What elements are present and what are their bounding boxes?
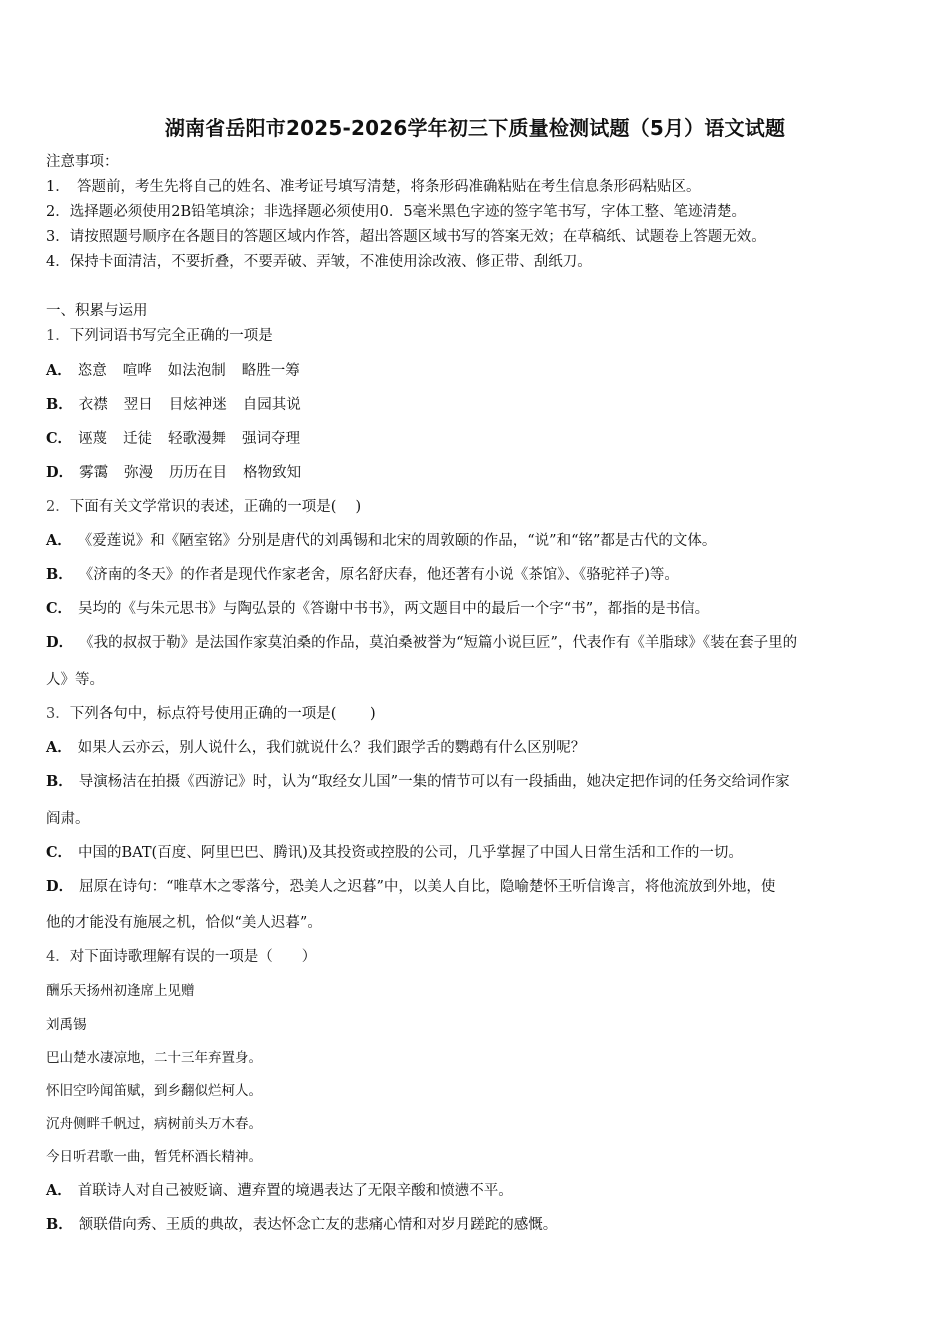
question-stem: 下面有关文学常识的表述，正确的一项是( ) xyxy=(69,499,362,515)
option-key: D． xyxy=(46,878,74,895)
q3-option-d xyxy=(46,877,911,897)
q3-option-a xyxy=(46,738,911,758)
option-key: C． xyxy=(46,600,73,617)
q4-option-a xyxy=(46,1181,911,1201)
option-word: 自园其说 xyxy=(242,397,301,413)
question-number: 2． xyxy=(46,499,70,515)
option-key: A． xyxy=(46,362,72,379)
option-text: 首联诗人对自己被贬谪、遭弃置的境遇表达了无限辛酸和愤懑不平。 xyxy=(77,1183,513,1199)
option-word: 格物致知 xyxy=(243,465,302,481)
option-key: A． xyxy=(46,739,72,756)
option-key: A． xyxy=(46,1182,72,1199)
q2-option-c xyxy=(46,599,911,619)
q3-option-b xyxy=(46,772,911,792)
option-key: B． xyxy=(46,1216,73,1233)
option-word: 衣襟 xyxy=(78,397,108,413)
question-number: 1． xyxy=(46,328,70,344)
q4-option-b xyxy=(46,1215,911,1235)
option-word: 喧哗 xyxy=(122,363,152,379)
option-key: D． xyxy=(46,464,74,481)
page-title: 湖南省岳阳市2025-2026学年初三下质量检测试题（5月）语文试题 xyxy=(164,116,786,140)
option-text: 吴均的《与朱元思书》与陶弘景的《答谢中书书》，两文题目中的最后一个字“书”，都指的是书信。 xyxy=(78,601,710,617)
option-word: 诬蔑 xyxy=(78,431,108,447)
option-text: 如果人云亦云，别人说什么，我们就说什么？我们跟学舌的鹦鹉有什么区别呢？ xyxy=(77,740,586,756)
question-1 xyxy=(46,326,911,346)
question-4 xyxy=(46,947,911,967)
option-key: B． xyxy=(46,566,73,583)
section-heading: 一、积累与运用 xyxy=(46,303,148,319)
notice-item: 1． 答题前，考生先将自己的姓名、准考证号填写清楚，将条形码准确粘贴在考生信息条形码粘贴区。 xyxy=(46,179,701,195)
option-word: 历历在目 xyxy=(169,465,228,481)
question-number: 4． xyxy=(46,949,70,965)
option-key: B． xyxy=(46,773,73,790)
option-key: D． xyxy=(46,634,74,651)
q2-option-b xyxy=(46,565,911,585)
option-word: 目炫神迷 xyxy=(168,397,227,413)
option-text: 中国的BAT(百度、阿里巴巴、腾讯)及其投资或控股的公司，几乎掌握了中国人日常生活和工作的一切。 xyxy=(78,845,743,861)
q1-option-a xyxy=(46,361,911,381)
question-2 xyxy=(46,497,911,517)
question-stem: 下列各句中，标点符号使用正确的一项是( ) xyxy=(69,706,376,722)
q3-option-b-continued: 阎肃。 xyxy=(46,811,90,827)
poem-line: 巴山楚水凄凉地，二十三年弃置身。 xyxy=(46,1050,262,1066)
q2-option-d-continued: 人》等。 xyxy=(46,672,104,688)
option-text: 导演杨洁在拍摄《西游记》时，认为“取经女儿国”一集的情节可以有一段插曲，她决定把作词的任务交给词作家 xyxy=(78,774,790,790)
poem-line: 怀旧空吟闻笛赋，到乡翻似烂柯人。 xyxy=(46,1083,262,1099)
question-stem: 下列词语书写完全正确的一项是 xyxy=(69,328,273,344)
option-word: 略胜一筹 xyxy=(241,363,300,379)
notice-heading: 注意事项： xyxy=(46,154,119,170)
option-word: 恣意 xyxy=(77,363,107,379)
option-word: 翌日 xyxy=(123,397,153,413)
question-stem: 对下面诗歌理解有误的一项是（ ） xyxy=(69,949,317,965)
option-word: 强词夺理 xyxy=(242,431,301,447)
q3-option-d-continued: 他的才能没有施展之机，恰似“美人迟暮”。 xyxy=(46,915,322,931)
option-text: 颔联借向秀、王质的典故，表达怀念亡友的悲痛心情和对岁月蹉跎的感慨。 xyxy=(78,1217,558,1233)
q3-option-c xyxy=(46,843,911,863)
option-text: 屈原在诗句：“唯草木之零落兮，恐美人之迟暮”中，以美人自比，隐喻楚怀王听信谗言，将他流放到外地，使 xyxy=(79,879,776,895)
question-number: 3． xyxy=(46,706,70,722)
option-word: 雾霭 xyxy=(79,465,109,481)
option-text: 《爱莲说》和《陋室铭》分别是唐代的刘禹锡和北宋的周敦颐的作品，“说”和“铭”都是古代的文体。 xyxy=(77,533,717,549)
option-key: A． xyxy=(46,532,72,549)
option-text: 《我的叔叔于勒》是法国作家莫泊桑的作品，莫泊桑被誉为“短篇小说巨匠”，代表作有《羊脂球》《装在套子里的 xyxy=(79,635,798,651)
q2-option-d xyxy=(46,633,911,653)
option-key: B． xyxy=(46,396,73,413)
q1-option-c xyxy=(46,429,911,449)
option-word: 如法泡制 xyxy=(167,363,226,379)
option-key: C． xyxy=(46,844,73,861)
option-word: 迁徒 xyxy=(123,431,153,447)
poem-line: 今日听君歌一曲，暂凭杯酒长精神。 xyxy=(46,1149,262,1165)
q2-option-a xyxy=(46,531,911,551)
option-word: 轻歌漫舞 xyxy=(168,431,227,447)
poem-title: 酬乐天扬州初逢席上见赠 xyxy=(46,983,195,999)
notice-item: 3．请按照题号顺序在各题目的答题区域内作答，超出答题区域书写的答案无效；在草稿纸、试题卷上答题无效。 xyxy=(46,229,766,245)
q1-option-d xyxy=(46,463,911,483)
notice-item: 4．保持卡面清洁，不要折叠，不要弄破、弄皱，不准使用涂改液、修正带、刮纸刀。 xyxy=(46,254,592,270)
option-key: C． xyxy=(46,430,73,447)
question-3 xyxy=(46,704,911,724)
poem-line: 沉舟侧畔千帆过，病树前头万木春。 xyxy=(46,1116,262,1132)
notice-item: 2．选择题必须使用2B铅笔填涂；非选择题必须使用0．5毫米黑色字迹的签字笔书写，字体工整、笔迹清楚。 xyxy=(46,204,747,220)
poem-author: 刘禹锡 xyxy=(46,1017,87,1033)
option-word: 弥漫 xyxy=(124,465,154,481)
q1-option-b xyxy=(46,395,911,415)
option-text: 《济南的冬天》的作者是现代作家老舍，原名舒庆春，他还著有小说《茶馆》、《骆驼祥子)等。 xyxy=(78,567,679,583)
